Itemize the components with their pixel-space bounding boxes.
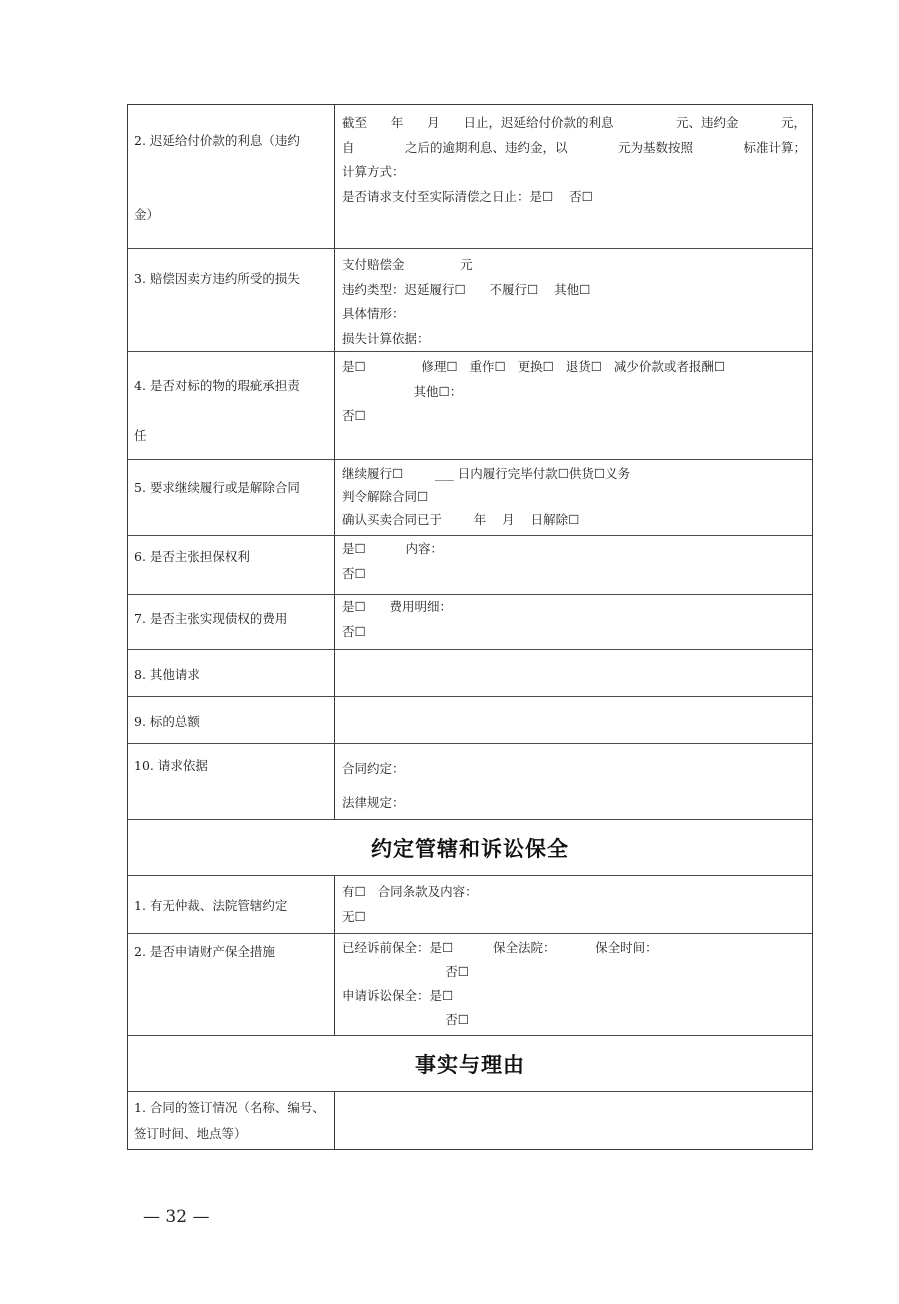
page-number: — 32 — xyxy=(143,1207,210,1227)
row-other-requests xyxy=(128,649,812,696)
content-line[interactable]: 否☐ xyxy=(342,1012,470,1027)
content-line xyxy=(342,111,812,136)
text-segment: 截至 年 月 日止，迟延给付价款的利息 xyxy=(342,115,614,130)
row-property-preservation xyxy=(128,933,812,1035)
content-line[interactable]: 否☐ xyxy=(342,565,366,581)
text-segment: 自 xyxy=(342,139,355,155)
content-line[interactable]: 有☐ 合同条款及内容： xyxy=(342,884,478,899)
text-segment: 元， xyxy=(780,115,806,130)
row-label xyxy=(128,650,335,696)
content-line: 具体情形： xyxy=(342,306,405,321)
text-segment: 之后的逾期利息、违约金，以 xyxy=(404,139,568,155)
row-enforcement-expenses xyxy=(128,594,812,649)
content-line[interactable]: 无☐ xyxy=(342,908,366,924)
content-line[interactable]: 确认买卖合同已于 年 月 日解除☐ xyxy=(342,512,580,527)
content-line[interactable]: 否☐ xyxy=(342,964,470,979)
row-label-line: 金） xyxy=(134,207,160,222)
content-line[interactable]: 判令解除合同☐ xyxy=(342,489,429,504)
row-label-line: 3. 赔偿因卖方违约所受的损失 xyxy=(134,271,300,286)
section-title: 约定管辖和诉讼保全 xyxy=(371,836,569,861)
content-line[interactable]: 合同约定： xyxy=(342,761,405,776)
row-label xyxy=(128,934,335,1035)
row-label xyxy=(128,536,335,594)
content-line xyxy=(342,136,812,161)
content-line[interactable]: 是否请求支付至实际清偿之日止：是☐ 否☐ xyxy=(342,188,593,204)
content-line[interactable]: 申请诉讼保全：是☐ xyxy=(342,988,454,1003)
row-label xyxy=(128,595,335,649)
section-header-facts xyxy=(128,1035,812,1091)
row-label-line: 4. 是否对标的物的瑕疵承担责 xyxy=(134,378,300,393)
row-arbitration-agreement xyxy=(128,875,812,933)
row-label-line: 7. 是否主张实现债权的费用 xyxy=(134,611,288,626)
content-line[interactable]: 否☐ xyxy=(342,408,366,423)
row-label-line: 5. 要求继续履行或是解除合同 xyxy=(134,480,300,495)
content-line[interactable]: 法律规定： xyxy=(342,795,405,810)
row-label-line: 10. 请求依据 xyxy=(134,758,208,773)
row-label xyxy=(128,744,335,819)
row-guarantee-rights xyxy=(128,535,812,594)
row-content[interactable] xyxy=(335,934,812,1035)
row-label-line: 9. 标的总额 xyxy=(134,714,200,729)
row-content[interactable] xyxy=(335,460,812,535)
row-content[interactable] xyxy=(335,352,812,459)
row-label xyxy=(128,352,335,459)
row-content-input[interactable] xyxy=(335,1092,812,1149)
content-line: 损失计算依据： xyxy=(342,330,430,346)
row-claim-basis xyxy=(128,743,812,819)
row-content[interactable] xyxy=(335,744,812,819)
row-content[interactable] xyxy=(335,105,812,248)
row-label-line: 6. 是否主张担保权利 xyxy=(134,549,250,564)
content-line[interactable]: 违约类型：迟延履行☐ 不履行☐ 其他☐ xyxy=(342,281,591,297)
row-late-payment-interest xyxy=(128,105,812,248)
row-label xyxy=(128,876,335,933)
row-label-line: 任 xyxy=(134,428,147,443)
content-line[interactable]: 是☐ 修理☐ 重作☐ 更换☐ 退货☐ 减少价款或者报酬☐ xyxy=(342,359,726,374)
section-title: 事实与理由 xyxy=(415,1052,525,1077)
row-content[interactable] xyxy=(335,536,812,594)
row-label-line: 1. 有无仲裁、法院管辖约定 xyxy=(134,898,288,913)
row-label xyxy=(128,105,335,248)
content-line: 支付赔偿金 元 xyxy=(342,257,473,272)
text-segment: 标准计算； xyxy=(743,139,806,155)
row-label xyxy=(128,1092,335,1149)
row-total-amount xyxy=(128,696,812,743)
row-label-line: 2. 是否申请财产保全措施 xyxy=(134,944,275,959)
row-label-line: 1. 合同的签订情况（名称、编号、 xyxy=(134,1100,325,1115)
row-content-input[interactable] xyxy=(335,697,812,743)
row-contract-signing xyxy=(128,1091,812,1149)
row-content-input[interactable] xyxy=(335,650,812,696)
content-line[interactable]: 是☐ 费用明细： xyxy=(342,599,453,614)
content-line[interactable]: 否☐ xyxy=(342,623,366,639)
row-compensation-for-losses xyxy=(128,248,812,351)
row-label xyxy=(128,460,335,535)
complaint-form-table xyxy=(127,104,813,1150)
row-content[interactable] xyxy=(335,876,812,933)
content-line[interactable]: 已经诉前保全：是☐ 保全法院： 保全时间： xyxy=(342,940,658,955)
row-label xyxy=(128,697,335,743)
row-content[interactable] xyxy=(335,595,812,649)
text-segment: 元为基数按照 xyxy=(617,139,693,155)
row-defect-liability xyxy=(128,351,812,459)
content-line[interactable]: 继续履行☐ ___ 日内履行完毕付款☐供货☐义务 xyxy=(342,466,631,481)
row-label-line: 2. 迟延给付价款的利息（违约 xyxy=(134,133,300,148)
content-line[interactable]: 其他☐： xyxy=(342,383,463,399)
row-label-line: 8. 其他请求 xyxy=(134,667,200,682)
text-segment: 元、违约金 xyxy=(676,115,739,130)
content-line: 计算方式： xyxy=(342,164,405,179)
row-continue-or-terminate xyxy=(128,459,812,535)
section-header-jurisdiction xyxy=(128,819,812,875)
row-label xyxy=(128,249,335,351)
content-line[interactable]: 是☐ 内容： xyxy=(342,541,443,556)
row-content[interactable] xyxy=(335,249,812,351)
row-label-line: 签订时间、地点等） xyxy=(134,1126,247,1141)
